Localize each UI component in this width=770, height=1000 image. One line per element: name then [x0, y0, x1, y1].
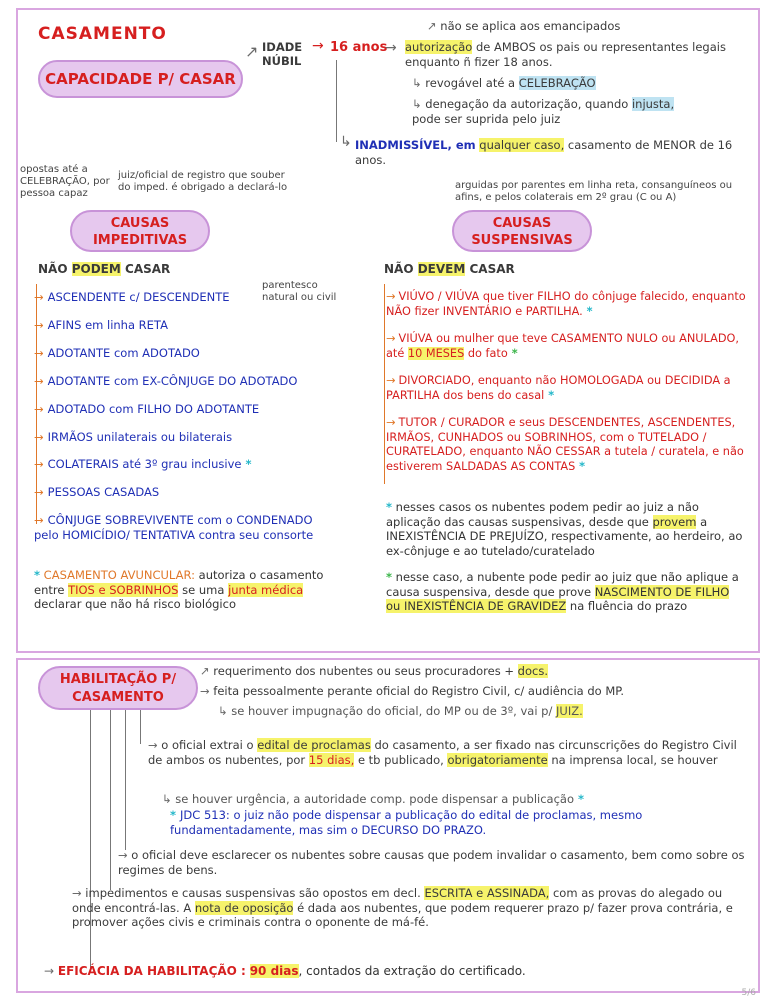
impeditivas-pill: CAUSAS IMPEDITIVAS [70, 210, 210, 252]
list-item: → VIÚVA ou mulher que teve CASAMENTO NULO ou ANULADO, até 10 MESES do fato * [386, 332, 740, 360]
list-item: → ASCENDENTE c/ DESCENDENTE [34, 290, 230, 304]
list-item-continuation: pelo HOMICÍDIO/ TENTATIVA contra seu consorte [34, 528, 314, 542]
urgencia-text: ↳ se houver urgência, a autoridade comp. pode dispensar a publicação * [162, 792, 585, 806]
capacidade-pill: CAPACIDADE P/ CASAR [38, 60, 243, 98]
esclarecer-text: → o oficial deve esclarecer os nubentes sobre causas que podem invalidar o casamento, bem como sobre os regimes de bens. [118, 848, 745, 877]
parentesco-note: parentesco natural ou civil [262, 280, 337, 303]
page-number: 5/6 [741, 988, 756, 998]
requerimento-text: ↗ requerimento dos nubentes ou seus procuradores + docs. [200, 664, 548, 678]
idade-value: 16 anos [330, 40, 388, 55]
list-item: → AFINS em linha RETA [34, 318, 168, 332]
list-item: → ADOTANTE com ADOTADO [34, 346, 200, 360]
revogavel-text: ↳ revogável até a CELEBRAÇÃO [412, 76, 596, 90]
impeditivas-note-right: juiz/oficial de registro que souber do imped. é obrigado a declará-lo [118, 170, 288, 193]
list-item: → TUTOR / CURADOR e seus DESCENDENTES, ASCENDENTES, IRMÃOS, CUNHADOS ou SOBRINHOS, com o TUTELADO / CURATELADO, enquanto NÃO CESSAR a tutela / curatela, e não estiverem SALDADAS AS CONTAS * [386, 416, 744, 474]
impeditivas-note-left: opostas até a CELEBRAÇÃO, por pessoa capaz [20, 164, 110, 199]
habilitacao-pill: HABILITAÇÃO P/ CASAMENTO [38, 666, 198, 710]
autorizacao-text: autorização de AMBOS os pais ou representantes legais enquanto ñ fizer 18 anos. [405, 40, 726, 69]
suspensivas-pill: CAUSAS SUSPENSIVAS [452, 210, 592, 252]
list-item: → COLATERAIS até 3º grau inclusive * [34, 457, 252, 471]
suspensivas-note: arguidas por parentes em linha reta, consanguíneos ou afins, e pelos colaterais em 2º grau (C ou A) [455, 180, 733, 203]
avuncular-note: * CASAMENTO AVUNCULAR: autoriza o casamento entre TIOS e SOBRINHOS se uma junta médica declarar que não há risco biológico [34, 568, 324, 612]
denegacao-text: ↳ denegação da autorização, quando injusta, pode ser suprida pelo juiz [412, 97, 675, 126]
opostas-text: → impedimentos e causas suspensivas são opostos em decl. ESCRITA e ASSINADA, com as provas do alegado ou onde encontrá-las. A nota de oposição é dada aos nubentes, que podem requerer prazo p/ fazer prova contrária, e promover ações civis e criminais contra o oponente de má-fé. [72, 886, 733, 930]
edital-text: → o oficial extrai o edital de proclamas do casamento, a ser fixado nas circunscrições do Registro Civil de ambos os nubentes, por 15 dias, e tb publicado, obrigatoriamente na imprensa local, se houver [148, 738, 737, 767]
suspensivas-bracket [384, 284, 385, 484]
page-title: CASAMENTO [38, 24, 167, 44]
list-item: → ADOTANTE com EX-CÔNJUGE DO ADOTADO [34, 374, 298, 388]
connector-line [336, 60, 337, 142]
eficacia-text: → EFICÁCIA DA HABILITAÇÃO : 90 dias, contados da extração do certificado. [44, 964, 526, 978]
list-item: → ADOTADO com FILHO DO ADOTANTE [34, 402, 260, 416]
green-star-note: * nesse caso, a nubente pode pedir ao juiz que não aplique a causa suspensiva, desde que prove NASCIMENTO DE FILHO ou INEXISTÊNCIA DE GRAVIDEZ na fluência do prazo [386, 570, 739, 614]
connector-line [140, 710, 141, 744]
impeditivas-heading: NÃO PODEM CASAR [38, 262, 171, 276]
connector-line [90, 710, 91, 970]
inadmissivel-text: INADMISSÍVEL, em qualquer caso, casamento de MENOR de 16 anos. [355, 138, 733, 167]
list-item: → IRMÃOS unilaterais ou bilaterais [34, 430, 233, 444]
nao-aplica-emancipados: ↗ não se aplica aos emancipados [427, 19, 621, 33]
list-item: → CÔNJUGE SOBREVIVENTE com o CONDENADO [34, 513, 313, 527]
feita-text: → feita pessoalmente perante oficial do Registro Civil, c/ audiência do MP. [200, 684, 625, 698]
list-item: → DIVORCIADO, enquanto não HOMOLOGADA ou DECIDIDA a PARTILHA dos bens do casal * [386, 374, 731, 402]
jdc-513-text: * JDC 513: o juiz não pode dispensar a publicação do edital de proclamas, mesmo fundamentadamente, mas sim o DECURSO DO PRAZO. [170, 808, 643, 837]
suspensivas-heading: NÃO DEVEM CASAR [384, 262, 515, 276]
idade-nubil-label: IDADE NÚBIL [262, 40, 303, 69]
impugnacao-text: ↳ se houver impugnação do oficial, do MP ou de 3º, vai p/ JUIZ. [218, 704, 583, 718]
arrow-icon: → [312, 38, 324, 54]
list-item: → VIÚVO / VIÚVA que tiver FILHO do cônjuge falecido, enquanto NÃO fizer INVENTÁRIO e PARTILHA. * [386, 290, 746, 318]
arrow-icon: → [385, 40, 397, 56]
connector-line [110, 710, 111, 890]
connector-line [125, 710, 126, 850]
cyan-star-note: * nesses casos os nubentes podem pedir ao juiz a não aplicação das causas suspensivas, desde que provem a INEXISTÊNCIA DE PREJUÍZO, respectivamente, ao herdeiro, ao ex-cônjuge e ao tutelado/curatelado [386, 500, 743, 559]
arrow-icon: ↳ [340, 134, 352, 150]
arrow-icon: ↗ [245, 42, 259, 61]
list-item: → PESSOAS CASADAS [34, 485, 160, 499]
